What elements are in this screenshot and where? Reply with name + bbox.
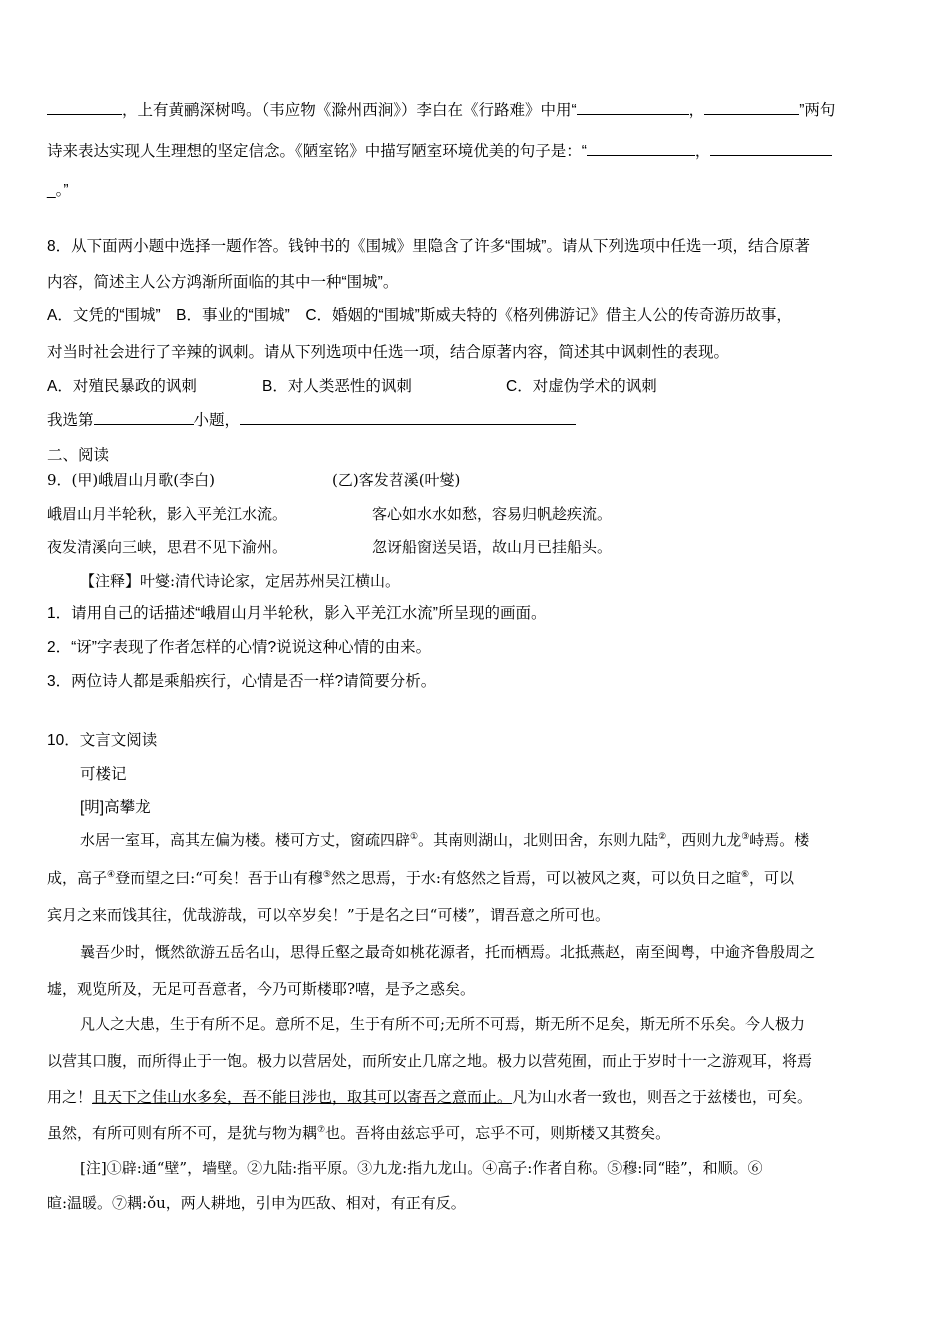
q9-sub-2: 2．“讶”字表现了作者怎样的心情?说说这种心情的由来。 [47,639,432,656]
essay-author: [明]高攀龙 [80,799,151,816]
essay-title: 可楼记 [80,766,127,783]
essay-note-line-2: 暄:温暖。⑦耦:ǒu，两人耕地，引申为匹敌、相对，有正有反。 [47,1194,466,1212]
q10-title: 10．文言文阅读 [47,732,158,749]
answer-blank[interactable] [704,100,799,115]
essay-p3-line-1: 凡人之大患，生于有所不足。意所不足，生于有所不可;无所不可焉，斯无所不足矣，斯无所不乐矣。今人极力 [80,1015,806,1033]
essay-p3-line-4: 虽然，有所可则有所不可，是犹与物为耦⑦也。吾将由兹忘乎可，忘乎不可，则斯楼又其赘矣。 [47,1124,671,1142]
essay-p3-line-2: 以营其口腹，而所得止于一饱。极力以营居处，而所安止几席之地。极力以营苑囿，而止于岁时十一之游观耳，将焉 [47,1052,813,1070]
q8-line-2: 内容，简述主人公方鸿渐所面临的其中一种“围城”。 [47,274,399,291]
poem-b-title: (乙)客发苕溪(叶燮) [332,471,461,489]
essay-note-line-1: [注]①辟:通“壁”，墙壁。②九陆:指平原。③九龙:指九龙山。④高子:作者自称。⑤穆:同“睦”，和顺。⑥ [80,1159,763,1177]
q8-line-3: A．文凭的“围城” B．事业的“围城” C．婚姻的“围城”斯威夫特的《格列佛游记》借主人公的传奇游历故事， [47,307,792,324]
essay-p2-line-1: 曩吾少时，慨然欲游五岳名山，思得丘壑之最奇如桃花源者，托而栖焉。北抵燕赵，南至闽粤，中逾齐鲁殷周之 [80,943,816,961]
q8-choose-line: 我选第 小题， [47,410,576,432]
q9-sub-3: 3．两位诗人都是乘船疾行，心情是否一样?请简要分析。 [47,673,437,690]
q8-option-b: B．对人类恶性的讽刺 [262,378,412,395]
answer-blank[interactable] [710,141,832,156]
poem-b-line-2: 忽讶船窗送吴语，故山月已挂船头。 [372,538,613,556]
poem-b-line-1: 客心如水水如愁，容易归帆趁疾流。 [372,505,613,523]
essay-p1-line-2: 成，高子④登而望之曰:“可矣！吾于山有穆⑤然之思焉，于水:有悠然之旨焉，可以被风之爽，可以负日之暄⑥，可以 [47,869,795,887]
essay-p1-line-1: 水居一室耳，高其左偏为楼。楼可方丈，窗疏四辟①。其南则湖山，北则田舍，东则九陆②，西则九龙③峙焉。楼 [80,831,810,849]
q7-line-2: 诗来表达实现人生理想的坚定信念。《陋室铭》中描写陋室环境优美的句子是：“ ， [47,141,832,163]
answer-blank[interactable] [587,141,695,156]
poem-a-line-1: 峨眉山月半轮秋，影入平羌江水流。 [47,505,288,523]
q8-line-1: 8．从下面两小题中选择一题作答。钱钟书的《围城》里隐含了许多“围城”。请从下列选项中任选一项，结合原著 [47,238,810,255]
poem-a-line-2: 夜发清溪向三峡，思君不见下渝州。 [47,538,288,556]
poem-a-title: 9．(甲)峨眉山月歌(李白) [47,471,215,489]
q8-options [47,376,197,398]
q8-line-4: 对当时社会进行了辛辣的讽刺。请从下列选项中任选一项，结合原著内容，简述其中讽刺性的表现。 [47,344,730,361]
answer-blank[interactable] [577,100,689,115]
section-title: 二、阅读 [47,447,110,464]
answer-blank[interactable] [47,100,122,115]
essay-p2-line-2: 墟，观览所及，无足可吾意者，今乃可斯楼耶?嘻，是予之惑矣。 [47,980,476,998]
q7-line-1: ，上有黄鹂深树鸣。（韦应物《滁州西涧》）李白在《行路难》中用“ ， ”两句 [47,100,835,122]
q8-option-c: C．对虚伪学术的讽刺 [506,378,657,395]
q8-option-a: A．对殖民暴政的讽刺 [47,378,197,395]
underlined-sentence: 且天下之佳山水多矣，吾不能日涉也，取其可以寄吾之意而止。 [92,1088,513,1106]
choice-blank[interactable] [94,410,194,425]
poem-note: 【注释】叶燮:清代诗论家，定居苏州吴江横山。 [80,572,401,590]
essay-p1-line-3: 宾月之来而饯其往，优哉游哉，可以卒岁矣！”于是名之曰“可楼”，谓吾意之所可也。 [47,906,611,924]
q7-line-3: _。” [47,182,69,199]
essay-p3-line-3: 用之！且天下之佳山水多矣，吾不能日涉也，取其可以寄吾之意而止。凡为山水者一致也，则吾之于兹楼也，可矣。 [47,1088,813,1106]
answer-blank[interactable] [240,410,576,425]
q9-sub-1: 1．请用自己的话描述“峨眉山月半轮秋，影入平羌江水流”所呈现的画面。 [47,605,547,622]
